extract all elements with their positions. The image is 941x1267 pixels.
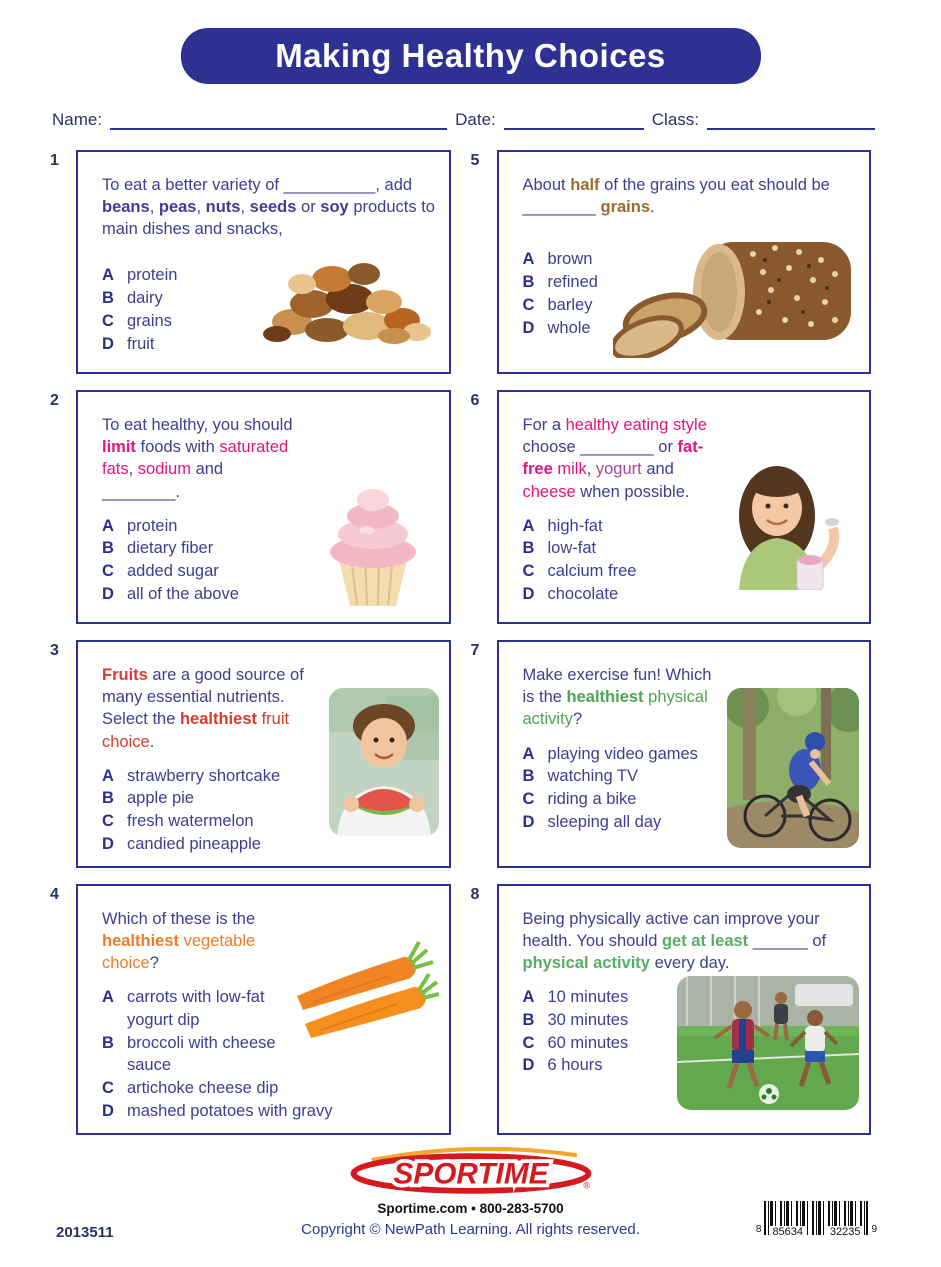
question-text-segment: get at least (661, 931, 749, 950)
question-number: 6 (470, 392, 480, 410)
question-text-segment: Being physically active can improve your health. You should (522, 909, 820, 950)
question-box-5 (497, 150, 872, 374)
answer-text: fresh watermelon (127, 812, 254, 831)
answer-letter: D (102, 584, 114, 603)
question-cell-1 (50, 150, 451, 374)
answer-letter: D (522, 812, 535, 831)
answer-option (102, 310, 226, 333)
question-text-segment: fat-free (522, 438, 704, 479)
question-text-segment: physical activity (522, 688, 708, 729)
answer-option (523, 248, 606, 271)
barcode-digit-left: 8 (755, 1223, 762, 1235)
carrots-photo (293, 932, 439, 1042)
answer-option (523, 271, 606, 294)
question-text-segment: milk (557, 460, 587, 479)
name-blank-line (110, 112, 447, 130)
answer-text: mashed potatoes with gravy (127, 1101, 333, 1120)
question-text-segment: healthiest (179, 710, 257, 729)
answer-letter: B (102, 789, 114, 808)
question-text-segment: To eat a better variety of __________, add (102, 176, 413, 194)
student-info-row (52, 110, 875, 130)
answer-letter: D (522, 1056, 535, 1075)
answer-option (102, 1032, 285, 1078)
question-box-7 (497, 640, 872, 868)
question-box-2 (76, 390, 451, 624)
answer-letter: B (102, 289, 114, 308)
answer-letter: A (522, 744, 535, 763)
answer-letter: D (522, 584, 535, 603)
barcode-digit-right: 9 (871, 1223, 877, 1235)
answer-option (523, 515, 712, 538)
answer-letter: B (522, 767, 535, 786)
sportime-logo-text: SPORTIME (393, 1157, 548, 1191)
question-text-segment: nuts (205, 198, 241, 217)
answer-text: dairy (127, 289, 163, 308)
mixed-nuts-photo (234, 246, 439, 346)
answer-option (523, 537, 712, 560)
question-number: 4 (50, 885, 59, 903)
answer-letter: A (522, 250, 535, 269)
question-text-segment: limit (102, 438, 136, 457)
answer-text: whole (547, 318, 591, 337)
answer-letter: A (522, 516, 535, 535)
question-text-segment: choose ________ or (522, 438, 678, 457)
question-text-segment: , (240, 198, 250, 217)
answer-text: playing video games (547, 744, 698, 763)
answer-letter: A (522, 988, 535, 1007)
question-text-segment: peas (158, 198, 197, 217)
question-text-segment: healthiest (102, 931, 180, 950)
question-cell-4 (50, 884, 451, 1135)
answer-letter: D (102, 834, 114, 853)
answer-letter: B (102, 1033, 114, 1052)
question-cell-7 (471, 640, 872, 868)
answer-option (523, 811, 720, 834)
kid-riding-bike-photo (727, 688, 859, 848)
answer-option (523, 743, 720, 766)
answer-option (102, 810, 321, 833)
answer-option (102, 560, 299, 583)
answer-text: 30 minutes (547, 1010, 629, 1029)
answer-text: refined (547, 272, 598, 291)
class-blank-line (707, 112, 875, 130)
question-cell-5 (471, 150, 872, 374)
question-text-segment: foods with (135, 438, 220, 457)
answer-option (523, 560, 712, 583)
question-box-3 (76, 640, 451, 868)
question-cell-8 (471, 884, 872, 1135)
answer-text: added sugar (127, 562, 219, 581)
answer-text: candied pineapple (127, 834, 261, 853)
question-text-segment: soy (320, 198, 349, 217)
answer-text: all of the above (127, 584, 239, 603)
answer-text: watching TV (547, 767, 638, 786)
question-text-segment: physical activity (522, 953, 650, 972)
answer-text: brown (547, 250, 593, 269)
question-text-segment: half (570, 176, 600, 194)
answer-letter: C (102, 562, 114, 581)
question-text-segment: , (196, 198, 206, 217)
question-text-segment: are a good source of many essential nutrients. Select the (102, 666, 304, 729)
answer-letter: C (102, 1079, 114, 1098)
question-number: 7 (470, 642, 480, 660)
whole-grain-bread-photo (613, 228, 859, 358)
question-text-segment: . (149, 732, 155, 751)
answer-text: apple pie (127, 789, 194, 808)
answer-text: chocolate (547, 584, 619, 603)
answer-option (523, 765, 720, 788)
answer-text: carrots with low-fat yogurt dip (127, 988, 265, 1029)
answer-option (102, 787, 321, 810)
answer-letter: A (102, 266, 114, 285)
answer-option (102, 333, 226, 356)
answer-option (523, 1054, 670, 1077)
answer-letter: C (522, 790, 535, 809)
answer-letter: B (522, 1010, 535, 1029)
question-text-segment: . (650, 198, 655, 217)
girl-eating-yogurt-photo (719, 458, 859, 590)
answer-text: dietary fiber (127, 539, 214, 558)
question-text-segment: About (522, 176, 571, 194)
answer-letter: A (102, 988, 114, 1007)
class-label: Class: (651, 110, 699, 129)
answer-letter: A (102, 516, 114, 535)
question-text-segment: cheese (522, 482, 576, 501)
question-text-segment: ? (149, 953, 159, 972)
answer-option (102, 765, 321, 788)
answer-letter: C (522, 1033, 535, 1052)
question-text-segment: healthy eating style (565, 416, 707, 435)
question-text-segment: of the grains you eat should be ________ (522, 176, 830, 217)
answer-text: 6 hours (547, 1056, 603, 1075)
question-text-segment: or (296, 198, 321, 217)
question-text-segment: fruit choice (102, 710, 290, 751)
answer-text: broccoli with cheese sauce (127, 1033, 276, 1075)
question-text-segment: To eat healthy, you should (102, 416, 293, 435)
question-cell-2 (50, 390, 451, 624)
question-box-6 (497, 390, 872, 624)
answer-letter: C (522, 562, 535, 581)
question-text-segment: healthiest (566, 688, 644, 707)
question-text-segment: saturated fats (102, 438, 289, 479)
answer-option (102, 287, 226, 310)
answer-option (102, 264, 226, 287)
answer-text: strawberry shortcake (127, 766, 281, 785)
cupcake-photo (307, 460, 439, 608)
registered-mark: ® (583, 1180, 590, 1191)
question-text-segment: beans (102, 198, 150, 217)
barcode-bars (764, 1201, 868, 1238)
answer-option (102, 986, 285, 1032)
question-number: 5 (470, 152, 480, 169)
answer-letter: B (522, 539, 535, 558)
answer-option (523, 294, 606, 317)
answer-text: calcium free (547, 562, 637, 581)
question-text-segment: when possible. (575, 482, 690, 501)
question-text-segment: products to main dishes and snacks, (102, 198, 435, 239)
answer-option (102, 583, 299, 606)
sportime-logo (346, 1147, 596, 1195)
answer-text: high-fat (547, 516, 603, 535)
question-text-segment: , (128, 460, 138, 479)
barcode-group-1: 85634 (769, 1226, 806, 1238)
question-number: 2 (50, 392, 59, 410)
answer-option (102, 537, 299, 560)
date-blank-line (504, 112, 644, 130)
question-text-segment: vegetable choice (102, 931, 256, 972)
answer-text: barley (547, 295, 593, 314)
answer-option (523, 1032, 670, 1055)
question-text-segment: every day. (649, 953, 730, 972)
question-text-segment: yogurt (595, 460, 642, 479)
barcode-group-2: 32235 (827, 1226, 864, 1238)
question-number: 1 (50, 152, 59, 169)
answer-letter: D (102, 1101, 114, 1120)
answer-text: sleeping all day (547, 812, 662, 831)
question-text-segment: grains (600, 198, 651, 217)
question-text-segment: , (586, 460, 596, 479)
answer-option (102, 1077, 439, 1100)
answer-letter: B (522, 272, 535, 291)
answer-text: protein (127, 266, 178, 285)
answer-option (102, 1100, 439, 1123)
questions-grid (50, 150, 871, 1135)
question-text (523, 908, 860, 974)
answer-option (102, 833, 321, 856)
question-text-segment: ______ of (748, 931, 827, 950)
answer-option (102, 515, 299, 538)
answer-letter: A (102, 766, 114, 785)
question-text-segment: Make exercise fun! Which is the (522, 666, 712, 707)
question-number: 3 (50, 642, 59, 660)
question-box-8 (497, 884, 872, 1135)
answer-option (523, 788, 720, 811)
answer-option (523, 583, 712, 606)
question-text-segment: For a (522, 416, 566, 435)
question-text-segment: and (641, 460, 674, 479)
answer-letter: C (102, 311, 114, 330)
answer-text: 10 minutes (547, 988, 629, 1007)
question-cell-6 (471, 390, 872, 624)
answer-option (523, 317, 606, 340)
question-box-1 (76, 150, 451, 374)
kids-playing-soccer-photo (677, 976, 859, 1110)
question-cell-3 (50, 640, 451, 868)
answer-text: low-fat (547, 539, 597, 558)
answer-letter: B (102, 539, 114, 558)
page-title: Making Healthy Choices (181, 28, 761, 84)
item-number: 2013511 (56, 1223, 114, 1241)
question-text (523, 174, 860, 218)
answer-letter: C (102, 812, 114, 831)
question-text-segment: ? (572, 710, 583, 729)
answer-text: artichoke cheese dip (127, 1079, 279, 1098)
answer-text: grains (127, 311, 172, 330)
question-text-segment: and ________. (102, 460, 224, 501)
answer-letter: D (522, 318, 535, 337)
answer-option (523, 986, 670, 1009)
answer-letter: D (102, 334, 114, 353)
question-text-segment: Which of these is the (102, 909, 256, 928)
answer-letter: C (522, 295, 535, 314)
date-label: Date: (455, 110, 496, 129)
answer-text: 60 minutes (547, 1033, 629, 1052)
answer-option (523, 1009, 670, 1032)
answer-text: protein (127, 516, 178, 535)
boy-eating-watermelon-photo (329, 688, 439, 836)
contact-line: Sportime.com • 800-283-5700 (377, 1200, 564, 1216)
question-text (102, 174, 439, 240)
question-text-segment: sodium (137, 460, 191, 479)
page-footer (0, 1147, 941, 1267)
answer-text: riding a bike (547, 790, 637, 809)
question-box-4 (76, 884, 451, 1135)
name-label: Name: (52, 110, 103, 129)
question-text-segment: , (149, 198, 159, 217)
question-text-segment: Fruits (102, 666, 148, 685)
question-text-segment: seeds (249, 198, 297, 217)
copyright-line: Copyright © NewPath Learning. All rights reserved. (301, 1220, 640, 1238)
question-number: 8 (470, 885, 480, 903)
barcode (755, 1201, 877, 1238)
answer-text: fruit (127, 334, 155, 353)
